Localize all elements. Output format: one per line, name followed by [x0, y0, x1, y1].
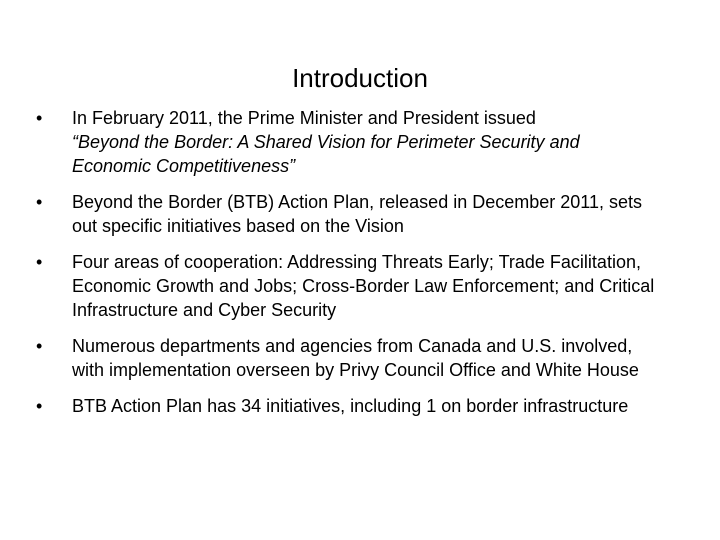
bullet-list — [36, 106, 656, 430]
bullet-dot: • — [36, 336, 43, 356]
bullet-item — [36, 394, 656, 418]
bullet-dot: • — [36, 252, 43, 272]
bullet-quote: “Beyond the Border: A Shared Vision for Perimeter Security and Economic Competitiveness” — [72, 132, 580, 176]
bullet-text: BTB Action Plan has 34 initiatives, including 1 on border infrastructure — [72, 396, 629, 416]
bullet-item — [36, 334, 656, 382]
slide-title — [0, 60, 720, 96]
bullet-dot: • — [36, 192, 43, 212]
bullet-text: In February 2011, the Prime Minister and President issued — [72, 108, 536, 128]
bullet-text: Beyond the Border (BTB) Action Plan, released in December 2011, sets out specific initiatives based on the Vision — [72, 192, 642, 236]
bullet-item — [36, 190, 656, 238]
bullet-dot: • — [36, 396, 43, 416]
bullet-item — [36, 106, 656, 178]
bullet-item — [36, 250, 656, 322]
slide-title-text: Introduction — [292, 63, 428, 93]
bullet-text: Numerous departments and agencies from Canada and U.S. involved, with implementation overseen by Privy Council Office and White House — [72, 336, 639, 380]
bullet-dot: • — [36, 108, 43, 128]
bullet-text: Four areas of cooperation: Addressing Threats Early; Trade Facilitation, Economic Growth and Jobs; Cross-Border Law Enforcement; and Critical Infrastructure and Cyber Security — [72, 252, 655, 320]
